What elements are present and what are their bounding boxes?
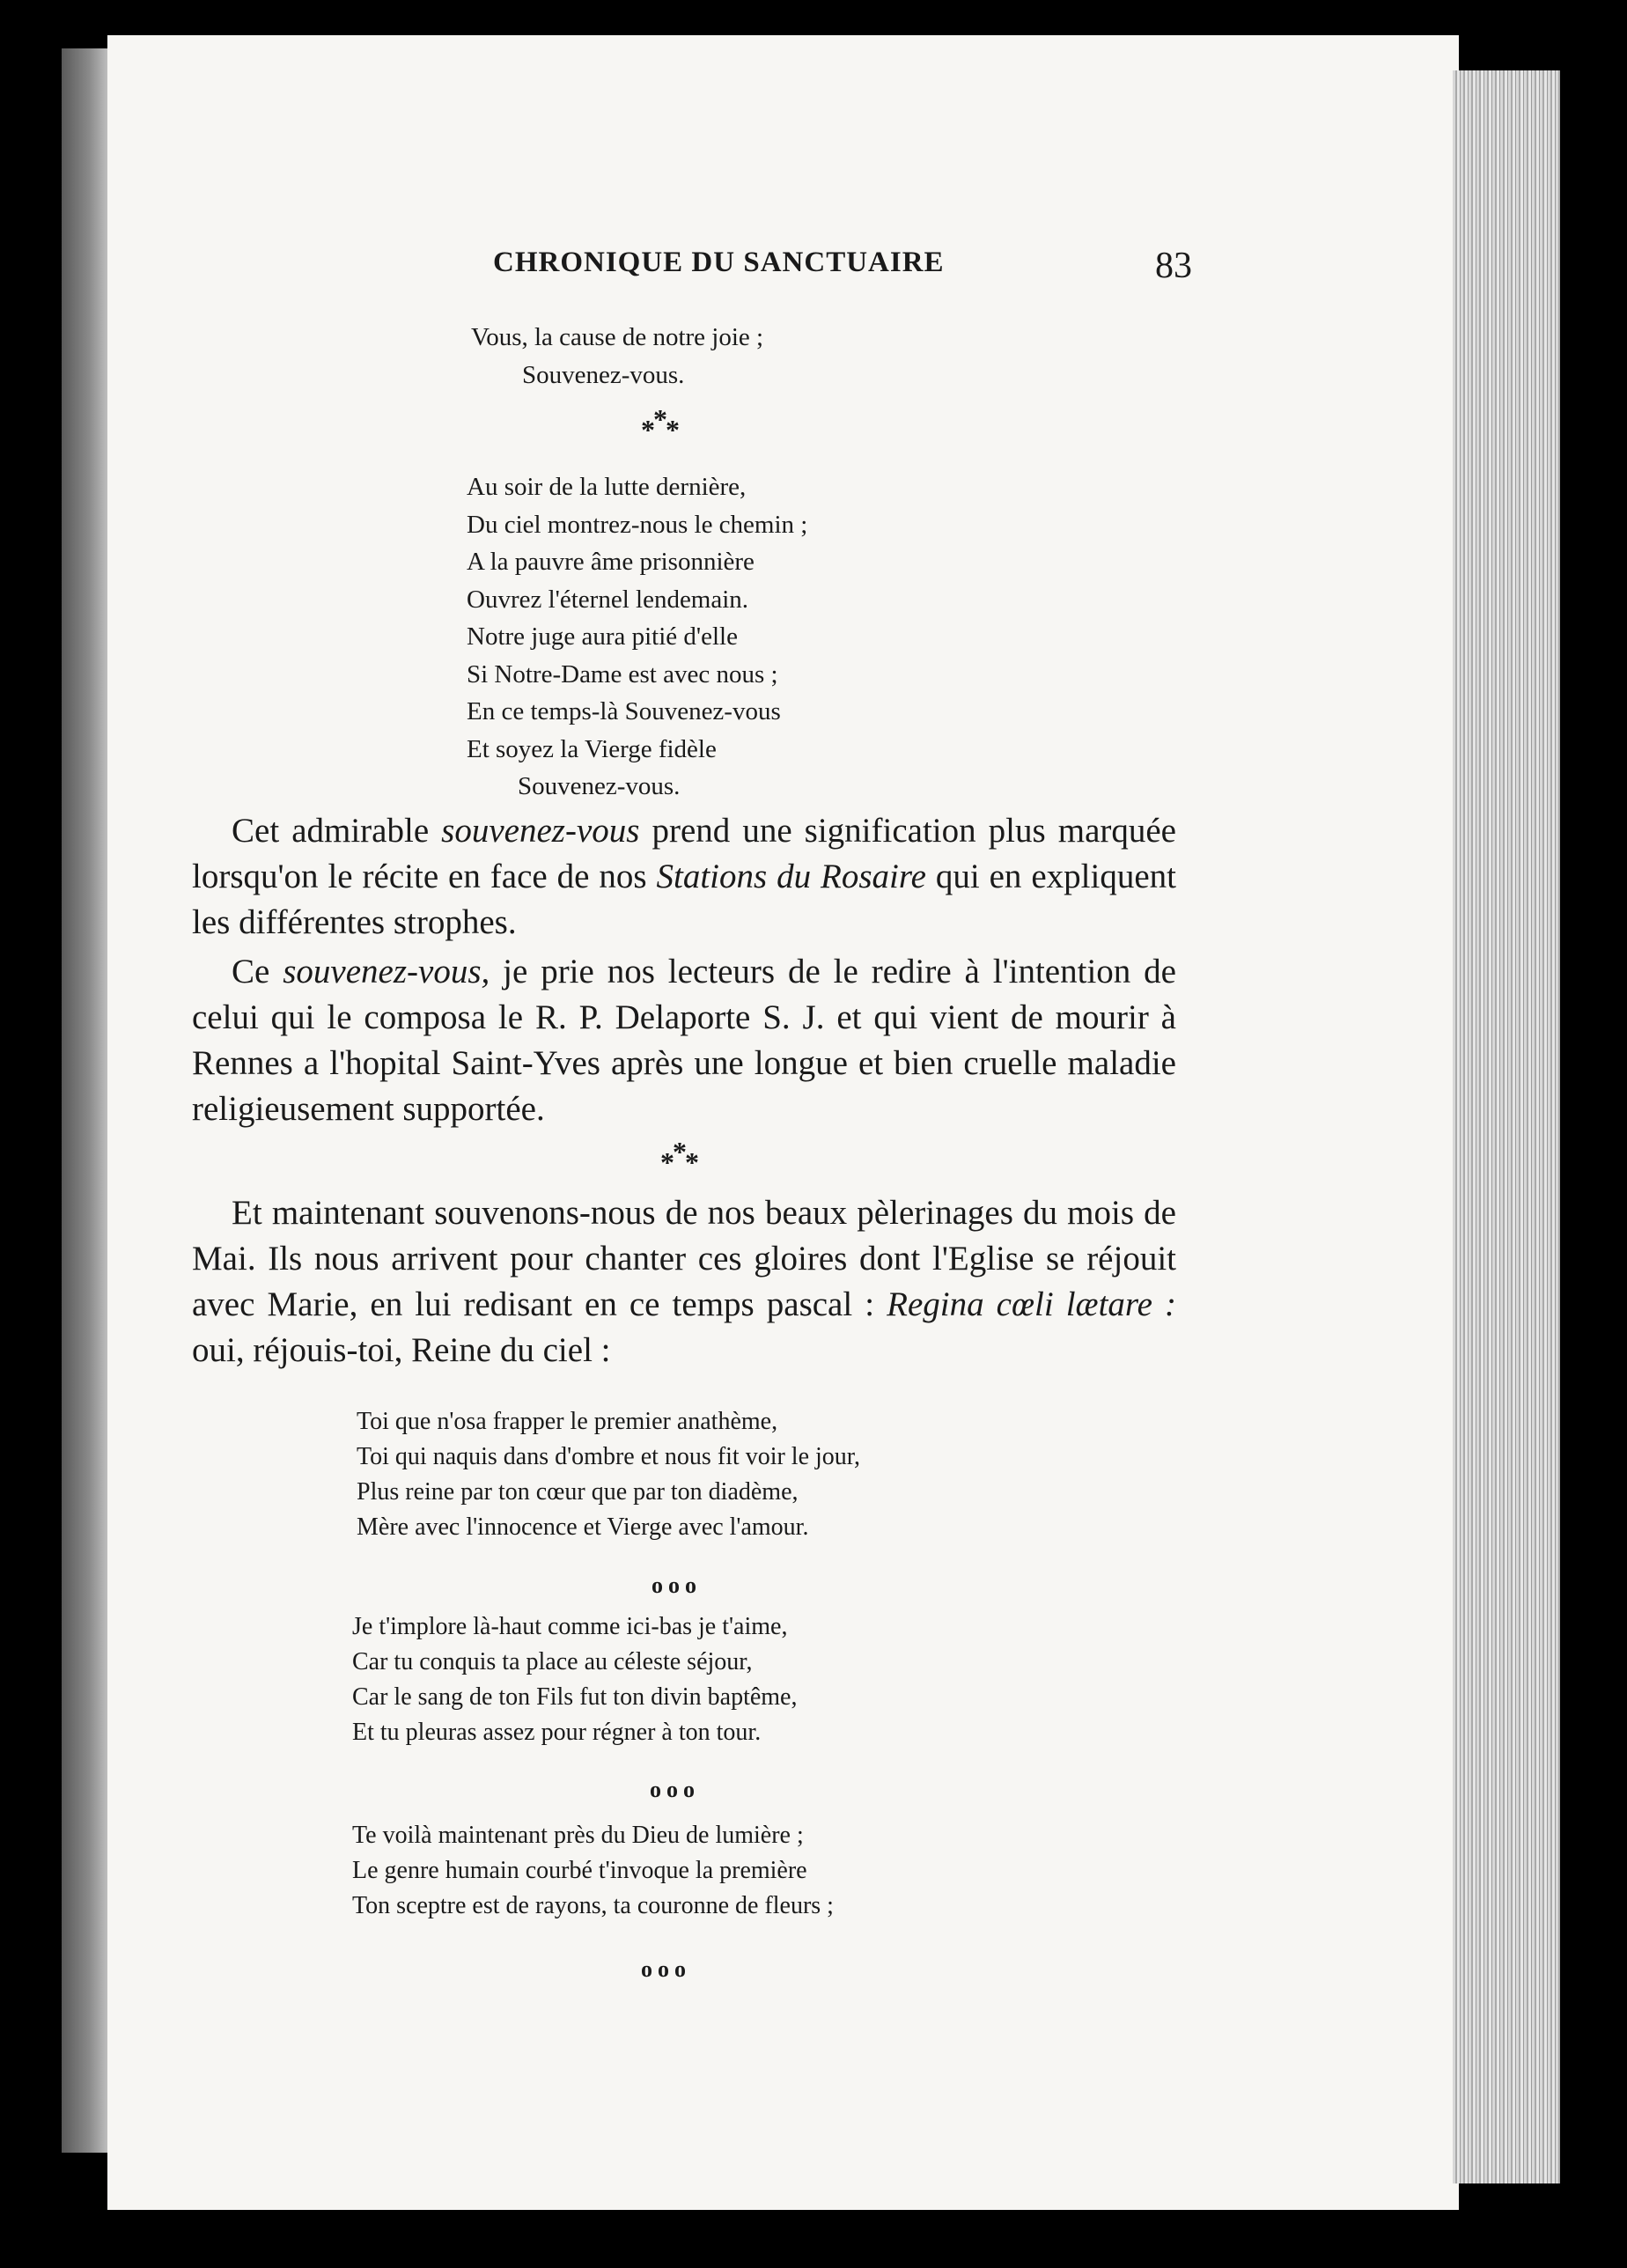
verse-line: Si Notre-Dame est avec nous ;: [467, 659, 778, 688]
poem-stanza-1: [357, 1404, 860, 1545]
text-run: je prie nos lecteurs de le redire à l'intention de celui qui le composa le R. P. Delaporte S. J. et qui vient de mourir à Rennes a l'hopital Saint-Yves après une longue et bien cruelle maladie religieusement supportée.: [192, 953, 1176, 1128]
asterism-star: *: [653, 403, 666, 435]
page-edges: [1453, 70, 1560, 2183]
verse-line: Du ciel montrez-nous le chemin ;: [467, 510, 808, 539]
asterism-ornament-2: [660, 1136, 697, 1179]
stanza-separator-1: ooo: [652, 1572, 702, 1598]
verse-line: Ton sceptre est de rayons, ta couronne de fleurs ;: [352, 1892, 834, 1919]
text-run: Cet admirable: [232, 812, 442, 850]
verse-line: Ouvrez l'éternel lendemain.: [467, 585, 749, 614]
italic-text: Regina cœli lætare :: [887, 1285, 1176, 1323]
text-run: oui, réjouis-toi, Reine du ciel :: [192, 1331, 611, 1369]
italic-text: souvenez-vous: [441, 812, 640, 850]
verse-line: Le genre humain courbé t'invoque la première: [352, 1857, 807, 1884]
verse-line: Te voilà maintenant près du Dieu de lumière ;: [352, 1822, 804, 1849]
asterism-ornament-1: [641, 403, 678, 446]
text-run: Et maintenant souvenons-nous de nos beaux pèlerinages du mois de Mai. Ils nous arrivent pour chanter ces gloires dont l'Eglise se réjouit avec Marie, en lui redisant en ce temps pascal :: [192, 1194, 1176, 1323]
verse-line: Car tu conquis ta place au céleste séjour,: [352, 1648, 753, 1675]
poem-stanza-3: [352, 1818, 834, 1924]
verse-line: Et soyez la Vierge fidèle: [467, 734, 717, 763]
page-number: 83: [1155, 246, 1192, 286]
verse-line: Vous, la cause de notre joie ;: [471, 323, 764, 351]
verse-line: Car le sang de ton Fils fut ton divin baptême,: [352, 1683, 798, 1711]
asterism-star: *: [666, 414, 678, 446]
verse-line: Toi que n'osa frapper le premier anathème,: [357, 1408, 778, 1435]
verse-line: Plus reine par ton cœur que par ton diadème,: [357, 1478, 799, 1506]
italic-text: Stations du Rosaire: [656, 858, 926, 895]
verse-top: [471, 319, 763, 394]
text-run: qui en expliquent les différentes strophes.: [192, 858, 1176, 941]
asterism-star: *: [660, 1146, 673, 1178]
text-run: prend une signification plus marquée lorsqu'on le récite en face de nos: [192, 812, 1176, 895]
verse-line: Mère avec l'innocence et Vierge avec l'amour.: [357, 1513, 809, 1541]
verse-stanza: [467, 468, 807, 806]
text-run: Ce: [232, 953, 283, 990]
verse-line: Au soir de la lutte dernière,: [467, 473, 747, 501]
asterism-star: *: [685, 1146, 697, 1178]
paragraph: [192, 1190, 1176, 1373]
poem-stanza-2: [352, 1609, 797, 1750]
paragraph: [192, 949, 1176, 1132]
running-header: CHRONIQUE DU SANCTUAIRE: [493, 247, 945, 278]
italic-text: souvenez-vous,: [283, 953, 490, 990]
asterism-star: *: [641, 414, 653, 446]
stanza-separator-2: ooo: [650, 1777, 700, 1802]
stanza-separator-3: ooo: [641, 1956, 691, 1982]
book-spine-shadow: [62, 48, 107, 2153]
paragraph: [192, 808, 1176, 946]
asterism-star: *: [673, 1136, 685, 1167]
verse-line: Notre juge aura pitié d'elle: [467, 622, 738, 651]
verse-line: Toi qui naquis dans d'ombre et nous fit voir le jour,: [357, 1443, 860, 1470]
paragraph-souvenez: [192, 808, 1176, 1132]
paragraph-pelerinages: [192, 1190, 1176, 1373]
verse-line: A la pauvre âme prisonnière: [467, 548, 755, 576]
verse-line: Je t'implore là-haut comme ici-bas je t'aime,: [352, 1613, 788, 1640]
verse-line: En ce temps-là Souvenez-vous: [467, 697, 781, 725]
verse-line: Souvenez-vous.: [522, 360, 685, 389]
verse-line: Souvenez-vous.: [518, 772, 681, 800]
verse-line: Et tu pleuras assez pour régner à ton tour.: [352, 1719, 762, 1746]
